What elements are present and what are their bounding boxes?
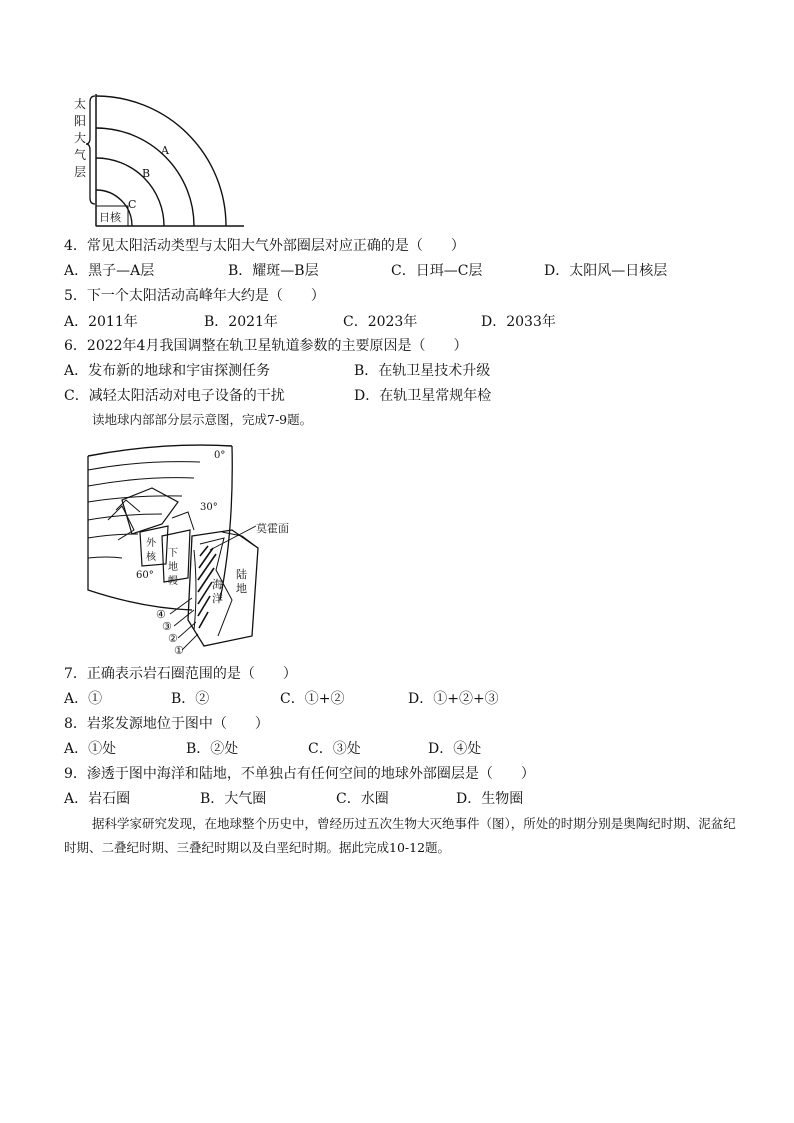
side-label-char-4: 气	[74, 148, 87, 162]
question-5-stem: 5．下一个太阳活动高峰年大约是（ ）	[64, 288, 325, 304]
question-7-option-d[interactable]: D．①+②+③	[408, 691, 499, 707]
question-5-option-d[interactable]: D．2033年	[481, 314, 556, 330]
lower-mantle-label-3: 幔	[168, 576, 178, 587]
reading-prompt-10-12: 据科学家研究发现，在地球整个历史中，曾经历过五次生物大灭绝事件（图），所处的时期分别是奥陶纪时期、泥盆纪时期、二叠纪时期、三叠纪时期以及白垩纪时期。据此完成10-12题。	[64, 816, 736, 855]
side-label-char-3: 大	[74, 131, 87, 145]
land-label-1: 陆	[236, 568, 247, 581]
question-4-stem: 4．常见太阳活动类型与太阳大气外部圈层对应正确的是（ ）	[64, 238, 465, 254]
layer-c-label: C	[128, 198, 137, 211]
core-label: 日核	[99, 211, 121, 224]
marker-4: ④	[156, 608, 166, 621]
moho-label: 莫霍面	[256, 522, 289, 535]
lower-mantle-label-2: 地	[168, 562, 178, 573]
question-8-option-c[interactable]: C．③处	[308, 741, 361, 757]
question-8-option-d[interactable]: D．④处	[428, 741, 482, 757]
question-8-option-a[interactable]: A．①处	[64, 741, 117, 757]
question-5-option-c[interactable]: C．2023年	[343, 314, 418, 330]
side-label-char-1: 太	[74, 97, 87, 111]
reading-prompt-7-9: 读地球内部部分层示意图，完成7-9题。	[92, 412, 313, 427]
question-4-option-c[interactable]: C．日珥—C层	[391, 263, 483, 279]
question-9-option-d[interactable]: D．生物圈	[456, 791, 524, 807]
question-8-option-b[interactable]: B．②处	[186, 741, 239, 757]
latitude-60-label: 60°	[136, 570, 154, 581]
marker-3: ③	[162, 620, 172, 633]
outer-core-label-1: 外	[146, 538, 156, 549]
question-9-option-b[interactable]: B．大气圈	[200, 791, 267, 807]
ocean-label-2: 洋	[212, 592, 223, 605]
question-7-option-c[interactable]: C．①+②	[280, 691, 345, 707]
question-6-option-d[interactable]: D．在轨卫星常规年检	[354, 388, 492, 404]
question-6-option-b[interactable]: B．在轨卫星技术升级	[354, 363, 491, 379]
side-label-char-5: 层	[74, 165, 87, 179]
question-6-option-a[interactable]: A．发布新的地球和宇宙探测任务	[64, 363, 271, 379]
earth-interior-diagram	[82, 440, 302, 660]
side-label-char-2: 阳	[74, 114, 87, 128]
question-9-stem: 9．渗透于图中海洋和陆地，不单独占有任何空间的地球外部圈层是（ ）	[64, 766, 535, 782]
question-6-option-c[interactable]: C．减轻太阳活动对电子设备的干扰	[64, 388, 285, 404]
solar-atmosphere-diagram	[62, 88, 252, 230]
question-5-option-a[interactable]: A．2011年	[64, 314, 138, 330]
question-7-option-b[interactable]: B．②	[171, 691, 210, 707]
question-9-option-c[interactable]: C．水圈	[336, 791, 389, 807]
lower-mantle-label-1: 下	[168, 548, 178, 559]
question-8-stem: 8．岩浆发源地位于图中（ ）	[64, 716, 269, 732]
outer-core-label-2: 核	[146, 552, 156, 563]
question-4-option-d[interactable]: D．太阳风—日核层	[544, 263, 668, 279]
land-label-2: 地	[236, 582, 247, 595]
question-7-option-a[interactable]: A．①	[64, 691, 103, 707]
marker-1: ①	[174, 644, 184, 657]
layer-b-label: B	[142, 167, 151, 180]
marker-2: ②	[168, 632, 178, 645]
ocean-label-1: 海	[212, 578, 223, 591]
latitude-0-label: 0°	[214, 450, 226, 461]
question-4-option-b[interactable]: B．耀斑—B层	[228, 263, 319, 279]
question-4-option-a[interactable]: A．黑子—A层	[64, 263, 155, 279]
latitude-30-label: 30°	[200, 502, 218, 513]
question-7-stem: 7．正确表示岩石圈范围的是（ ）	[64, 666, 297, 682]
layer-a-label: A	[161, 144, 169, 157]
question-5-option-b[interactable]: B．2021年	[204, 314, 278, 330]
question-6-stem: 6．2022年4月我国调整在轨卫星轨道参数的主要原因是（ ）	[64, 338, 468, 354]
question-9-option-a[interactable]: A．岩石圈	[64, 791, 131, 807]
